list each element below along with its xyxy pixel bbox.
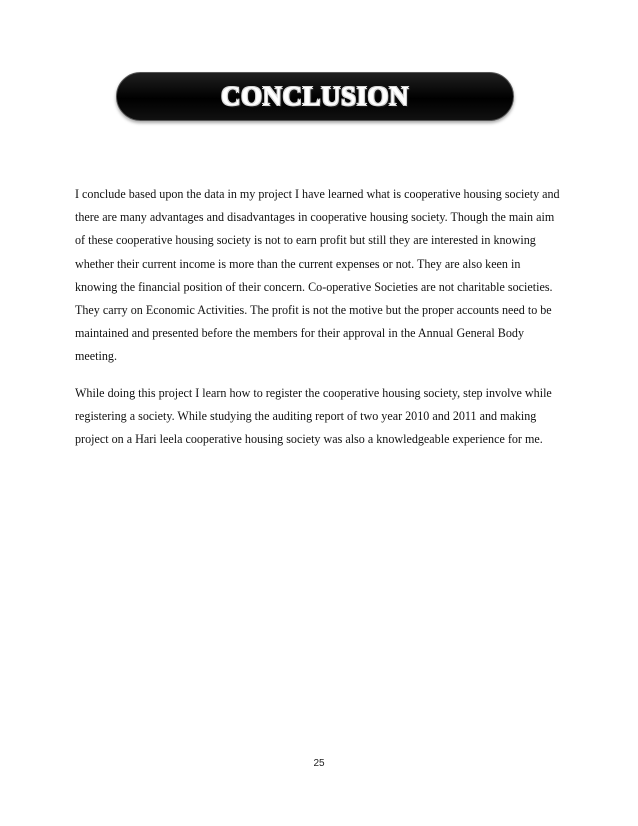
conclusion-banner [116,72,514,121]
page-title: CONCLUSION [220,81,410,111]
conclusion-paragraph-2: While doing this project I learn how to register the cooperative housing society, step involve while registering a society. While studying the auditing report of two year 2010 and 2011 and making project on a Hari leela cooperative housing society was also a knowledgeable experience for me. [75,386,552,447]
conclusion-paragraph-1: I conclude based upon the data in my project I have learned what is cooperative housing society and there are many advantages and disadvantages in cooperative housing society. Though the main aim of these cooperative housing society is not to earn profit but still they are interested in knowing whether their current income is more than the current expenses or not. They are also keen in knowing the financial position of their concern. Co-operative Societies are not charitable societies. They carry on Economic Activities. The profit is not the motive but the proper accounts need to be maintained and presented before the members for their approval in the Annual General Body meeting. [75,187,560,364]
page-number: 25 [313,758,325,769]
